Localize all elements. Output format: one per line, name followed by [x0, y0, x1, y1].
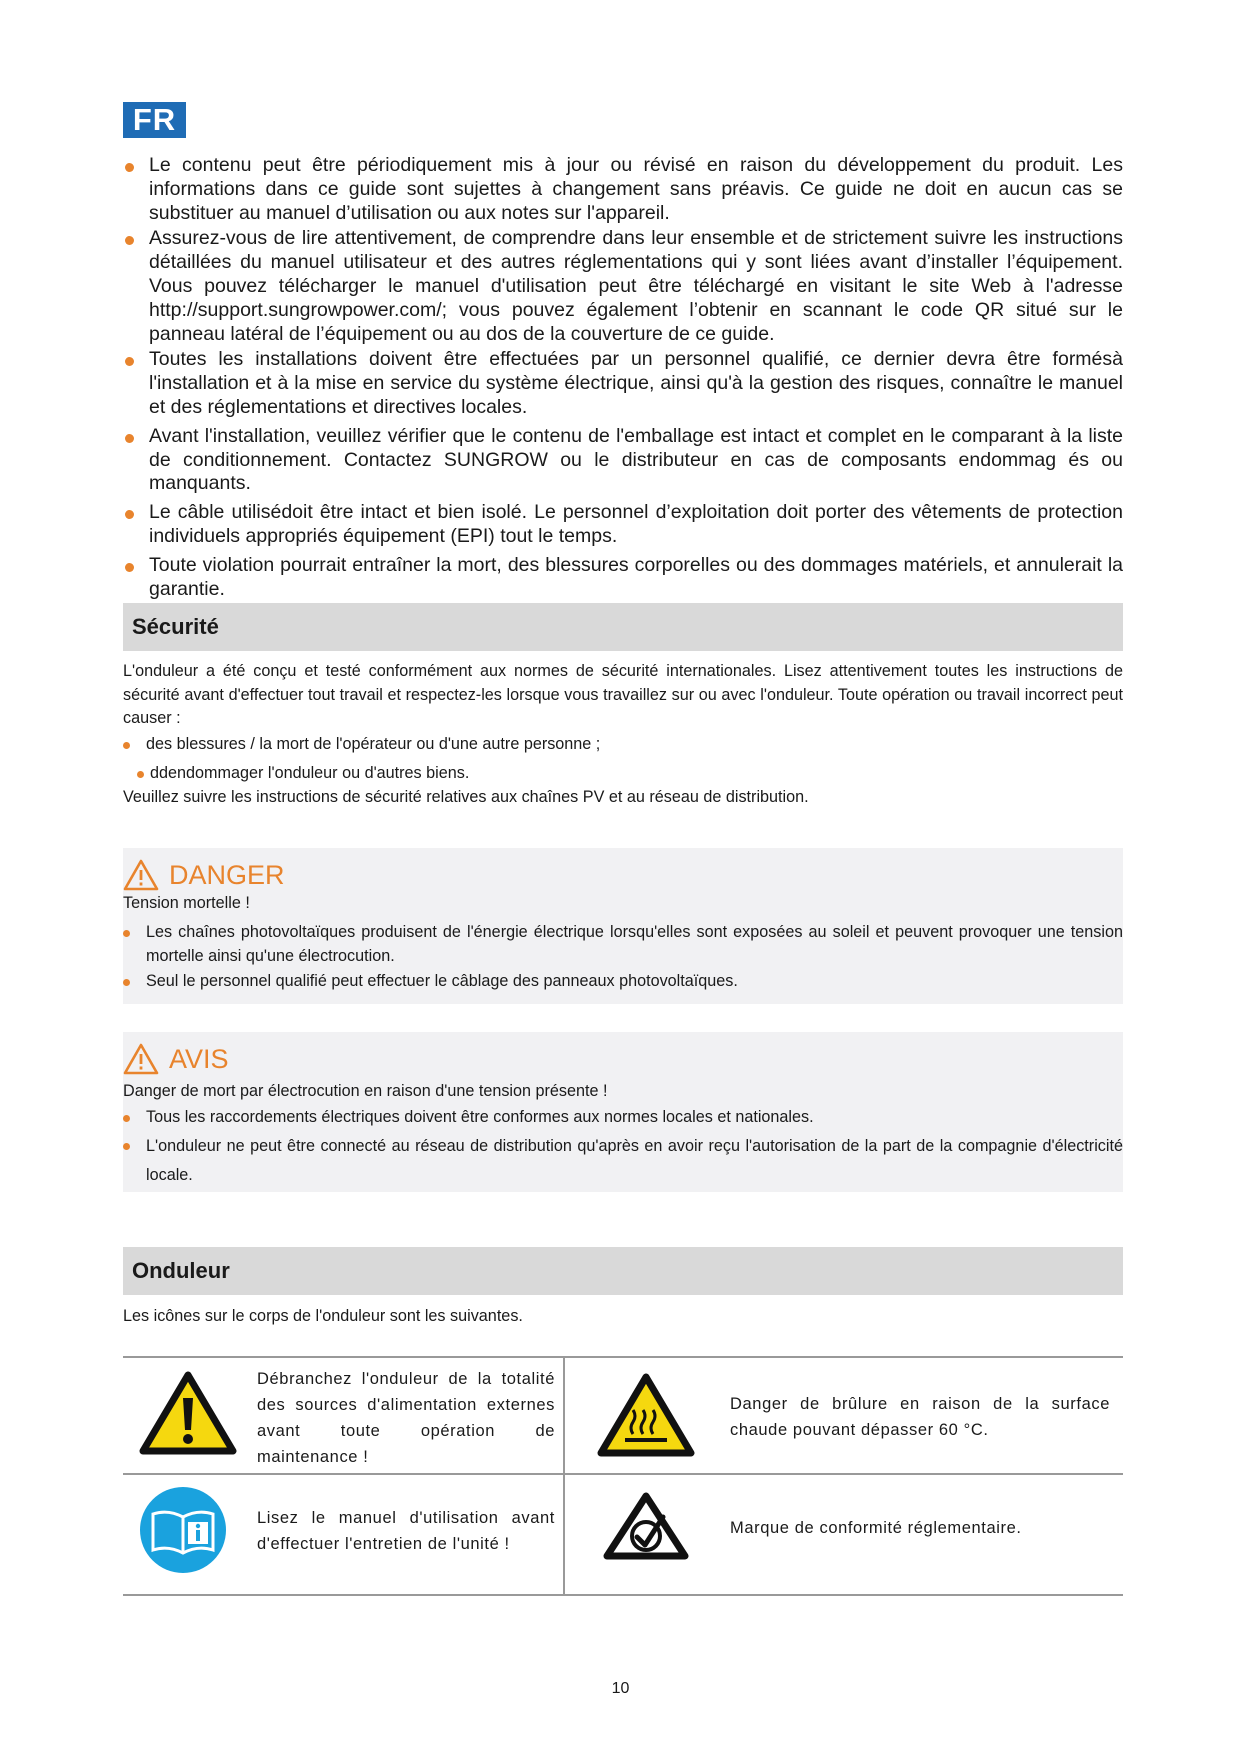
bullet-icon	[125, 357, 134, 366]
language-badge: FR	[123, 102, 186, 138]
avis-list	[123, 1106, 1123, 1190]
icon-table	[123, 1356, 1123, 1596]
avis-subtitle: Danger de mort par électrocution en raison d'une tension présente !	[123, 1082, 608, 1100]
intro-item: Avant l'installation, veuillez vérifier que le contenu de l'emballage est intact et complet en le comparant à la liste de conditionnement. Contactez SUNGROW ou le distributeur en cas de composants endommag és ou manquants.	[123, 425, 1123, 496]
danger-item: Seul le personnel qualifié peut effectuer le câblage des panneaux photovoltaïques.	[123, 970, 1123, 994]
bullet-icon	[125, 434, 134, 443]
cell-text: Marque de conformité réglementaire.	[730, 1519, 1022, 1537]
danger-list	[123, 921, 1123, 994]
intro-item: Toutes les installations doivent être effectuées par un personnel qualifié, ce dernier devra être formésà l'installation et à la mise en service du système électrique, ainsi qu'à la gestion des risques, connaître le manuel et des réglementations et directives locales.	[123, 348, 1123, 419]
bullet-icon	[125, 563, 134, 572]
bullet-icon	[123, 1115, 130, 1122]
table-divider	[123, 1473, 1123, 1475]
read-manual-icon	[139, 1486, 227, 1579]
bullet-icon	[123, 1143, 130, 1150]
bullet-icon	[123, 979, 130, 986]
bullet-icon	[123, 930, 130, 937]
danger-title: DANGER	[123, 858, 285, 892]
securite-heading: Sécurité	[123, 603, 1123, 651]
bullet-icon	[125, 236, 134, 245]
bullet-icon	[137, 771, 144, 778]
securite-list	[123, 733, 1123, 785]
avis-title: AVIS	[123, 1042, 229, 1076]
onduleur-intro: Les icônes sur le corps de l'onduleur sont les suivantes.	[123, 1307, 523, 1325]
warning-triangle-icon	[123, 1043, 159, 1075]
table-divider	[563, 1358, 565, 1594]
cell-text: Danger de brûlure en raison de la surface chaude pouvant dépasser 60 °C.	[730, 1395, 1110, 1439]
danger-item: Les chaînes photovoltaïques produisent de l'énergie électrique lorsqu'elles sont exposées au soleil et peuvent provoquer une tension mortelle ainsi qu'une électrocution.	[123, 921, 1123, 968]
intro-item: Le câble utilisédoit être intact et bien isolé. Le personnel d’exploitation doit porter des vêtements de protection individuels appropriés équipement (EPI) tout le temps.	[123, 501, 1123, 549]
danger-subtitle: Tension mortelle !	[123, 894, 250, 912]
intro-item: Toute violation pourrait entraîner la mort, des blessures corporelles ou des dommages matériels, et annulerait la garantie.	[123, 554, 1123, 602]
page-number: 10	[611, 1680, 630, 1697]
bullet-icon	[123, 742, 130, 749]
securite-paragraph: L'onduleur a été conçu et testé conformément aux normes de sécurité internationales. Lisez attentivement toutes les instructions de sécurité avant d'effectuer tout travail et respectez-les lorsque vous travaillez sur ou avec l'onduleur. Toute opération ou travail incorrect peut causer :	[123, 662, 1123, 727]
warning-triangle-icon	[123, 859, 159, 891]
cell-text: Lisez le manuel d'utilisation avant d'effectuer l'entretien de l'unité !	[257, 1509, 555, 1553]
securite-item: ddendommager l'onduleur ou d'autres biens.	[123, 762, 1123, 786]
cell-text: Débranchez l'onduleur de la totalité des sources d'alimentation externes avant toute opération de maintenance !	[257, 1370, 555, 1466]
avis-item: Tous les raccordements électriques doivent être conformes aux normes locales et nationales.	[123, 1106, 1123, 1130]
securite-closing: Veuillez suivre les instructions de sécurité relatives aux chaînes PV et au réseau de distribution.	[123, 788, 809, 806]
avis-box	[123, 1032, 1123, 1192]
intro-item: Le contenu peut être périodiquement mis à jour ou révisé en raison du développement du produit. Les informations dans ce guide sont sujettes à changement sans préavis. Ce guide ne doit en aucun cas se substituer au manuel d’utilisation ou aux notes sur l'appareil.	[123, 154, 1123, 225]
intro-item: Assurez-vous de lire attentivement, de comprendre dans leur ensemble et de strictement suivre les instructions détaillées du manuel utilisateur et des autres réglementations qui y sont liées avant d’installer l’équipement. Vous pouvez télécharger le manuel d'utilisation peut être téléchargé en visitant le site Web à l'adresse http://support.sungrowpower.com/; vous pouvez également l’obtenir en scannant le code QR situé sur le panneau latéral de l’équipement ou au dos de la couverture de ce guide.	[123, 227, 1123, 346]
rcm-compliance-icon	[601, 1491, 691, 1570]
bullet-icon	[125, 163, 134, 172]
onduleur-heading: Onduleur	[123, 1247, 1123, 1295]
securite-item: des blessures / la mort de l'opérateur ou d'une autre personne ;	[123, 733, 1123, 757]
bullet-icon	[125, 510, 134, 519]
warning-exclamation-icon	[139, 1370, 237, 1461]
danger-box	[123, 848, 1123, 1004]
avis-item: L'onduleur ne peut être connecté au réseau de distribution qu'après en avoir reçu l'autorisation de la part de la compagnie d'électricité locale.	[123, 1132, 1123, 1190]
hot-surface-icon	[597, 1372, 695, 1463]
intro-list	[123, 154, 1123, 603]
